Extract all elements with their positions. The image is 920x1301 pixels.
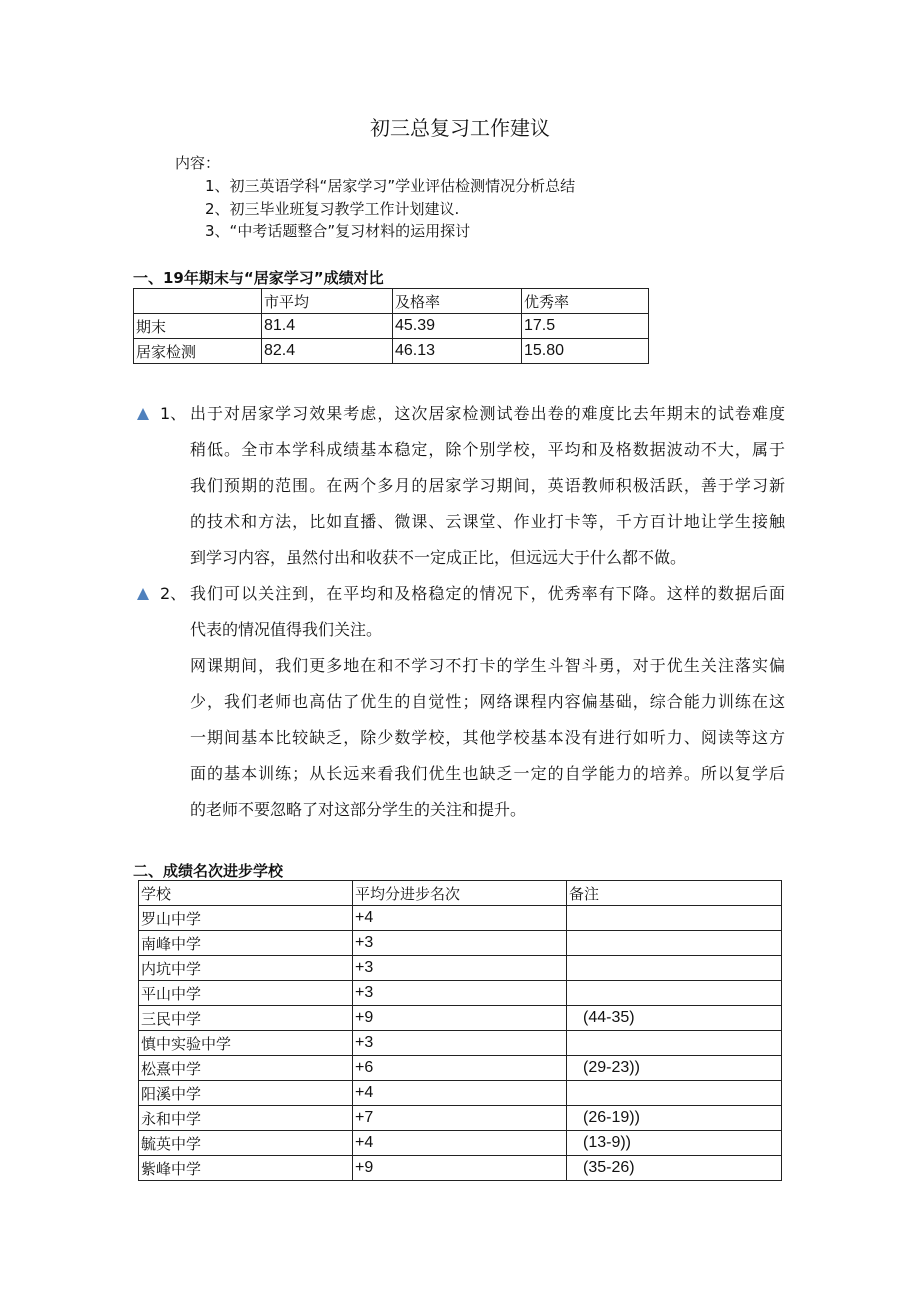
table-row [134, 314, 649, 339]
table-row [139, 956, 782, 981]
note-cell: (26-19)) [567, 1106, 782, 1131]
rank-progress-cell: +3 [353, 956, 567, 981]
rank-progress-cell: +3 [353, 1031, 567, 1056]
table-header-cell: 优秀率 [522, 289, 649, 314]
table-cell: 15.80 [522, 339, 649, 364]
paragraph-line: 稍低。全市本学科成绩基本稳定，除个别学校，平均和及格数据波动不大，属于 [190, 440, 785, 459]
point-number: 1、 [160, 404, 187, 423]
table-row [139, 1031, 782, 1056]
table-header-cell: 市平均 [262, 289, 393, 314]
table-row [139, 906, 782, 931]
paragraph-line: 到学习内容，虽然付出和收获不一定成正比，但远远大于什么都不做。 [190, 548, 687, 567]
paragraph-line: 的老师不要忽略了对这部分学生的关注和提升。 [190, 800, 527, 819]
section2-heading: 二、成绩名次进步学校 [133, 862, 284, 880]
note-cell [567, 906, 782, 931]
page-title: 初三总复习工作建议 [370, 116, 550, 140]
table-row [139, 1131, 782, 1156]
paragraph-line: 少，我们老师也高估了优生的自觉性；网络课程内容偏基础，综合能力训练在这 [190, 692, 785, 711]
note-cell: (13-9)) [567, 1131, 782, 1156]
triangle-bullet-icon [137, 408, 149, 420]
note-cell: (35-26) [567, 1156, 782, 1181]
paragraph-line: 出于对居家学习效果考虑，这次居家检测试卷出卷的难度比去年期末的试卷难度 [190, 404, 785, 423]
rank-progress-cell: +9 [353, 1006, 567, 1031]
rank-progress-cell: +7 [353, 1106, 567, 1131]
section1-heading: 一、19年期末与“居家学习”成绩对比 [133, 269, 384, 287]
rank-progress-cell: +3 [353, 981, 567, 1006]
paragraph-line: 面的基本训练；从长远来看我们优生也缺乏一定的自学能力的培养。所以复学后 [190, 764, 785, 783]
table-cell: 82.4 [262, 339, 393, 364]
table-row [139, 1106, 782, 1131]
contents-item: 2、初三毕业班复习教学工作计划建议. [205, 200, 460, 218]
school-name-cell: 慎中实验中学 [139, 1031, 353, 1056]
school-name-cell: 松熹中学 [139, 1056, 353, 1081]
note-cell: (44-35) [567, 1006, 782, 1031]
table-header-row [134, 289, 649, 314]
table-header-row [139, 881, 782, 906]
paragraph-line: 我们可以关注到，在平均和及格稳定的情况下，优秀率有下降。这样的数据后面 [190, 584, 785, 603]
rank-progress-cell: +4 [353, 906, 567, 931]
table-cell: 17.5 [522, 314, 649, 339]
score-comparison-table [133, 288, 649, 364]
table-row [139, 1006, 782, 1031]
table-row [139, 1081, 782, 1106]
paragraph-line: 我们预期的范围。在两个多月的居家学习期间，英语教师积极活跃，善于学习新 [190, 476, 785, 495]
note-cell [567, 931, 782, 956]
school-progress-table [138, 880, 782, 1181]
table-cell: 居家检测 [134, 339, 262, 364]
paragraph-line: 代表的情况值得我们关注。 [190, 620, 383, 639]
rank-progress-cell: +4 [353, 1131, 567, 1156]
contents-item: 3、“中考话题整合”复习材料的运用探讨 [205, 222, 471, 240]
note-cell: (29-23)) [567, 1056, 782, 1081]
table-row [139, 1056, 782, 1081]
table-row [139, 1156, 782, 1181]
table-header-cell: 学校 [139, 881, 353, 906]
table-row [139, 931, 782, 956]
school-name-cell: 永和中学 [139, 1106, 353, 1131]
note-cell [567, 1031, 782, 1056]
table-header-cell: 及格率 [393, 289, 522, 314]
rank-progress-cell: +9 [353, 1156, 567, 1181]
triangle-bullet-icon [137, 588, 149, 600]
school-name-cell: 毓英中学 [139, 1131, 353, 1156]
school-name-cell: 三民中学 [139, 1006, 353, 1031]
school-name-cell: 阳溪中学 [139, 1081, 353, 1106]
contents-label: 内容： [175, 154, 221, 172]
school-name-cell: 罗山中学 [139, 906, 353, 931]
note-cell [567, 981, 782, 1006]
contents-item: 1、初三英语学科“居家学习”学业评估检测情况分析总结 [205, 177, 576, 195]
rank-progress-cell: +4 [353, 1081, 567, 1106]
note-cell [567, 1081, 782, 1106]
paragraph-line: 的技术和方法，比如直播、微课、云课堂、作业打卡等，千方百计地让学生接触 [190, 512, 785, 531]
table-row [134, 339, 649, 364]
progress-table-clip [0, 880, 920, 1181]
table-cell: 46.13 [393, 339, 522, 364]
table-header-cell: 平均分进步名次 [353, 881, 567, 906]
school-name-cell: 平山中学 [139, 981, 353, 1006]
school-name-cell: 紫峰中学 [139, 1156, 353, 1181]
school-name-cell: 南峰中学 [139, 931, 353, 956]
table-cell: 期末 [134, 314, 262, 339]
note-cell [567, 956, 782, 981]
table-cell: 45.39 [393, 314, 522, 339]
paragraph-line: 一期间基本比较缺乏，除少数学校，其他学校基本没有进行如听力、阅读等这方 [190, 728, 785, 747]
table-cell: 81.4 [262, 314, 393, 339]
table-header-cell: 备注 [567, 881, 782, 906]
rank-progress-cell: +6 [353, 1056, 567, 1081]
paragraph-line: 网课期间，我们更多地在和不学习不打卡的学生斗智斗勇，对于优生关注落实偏 [190, 656, 785, 675]
school-name-cell: 内坑中学 [139, 956, 353, 981]
rank-progress-cell: +3 [353, 931, 567, 956]
point-number: 2、 [160, 584, 187, 603]
table-header-cell [134, 289, 262, 314]
table-row [139, 981, 782, 1006]
